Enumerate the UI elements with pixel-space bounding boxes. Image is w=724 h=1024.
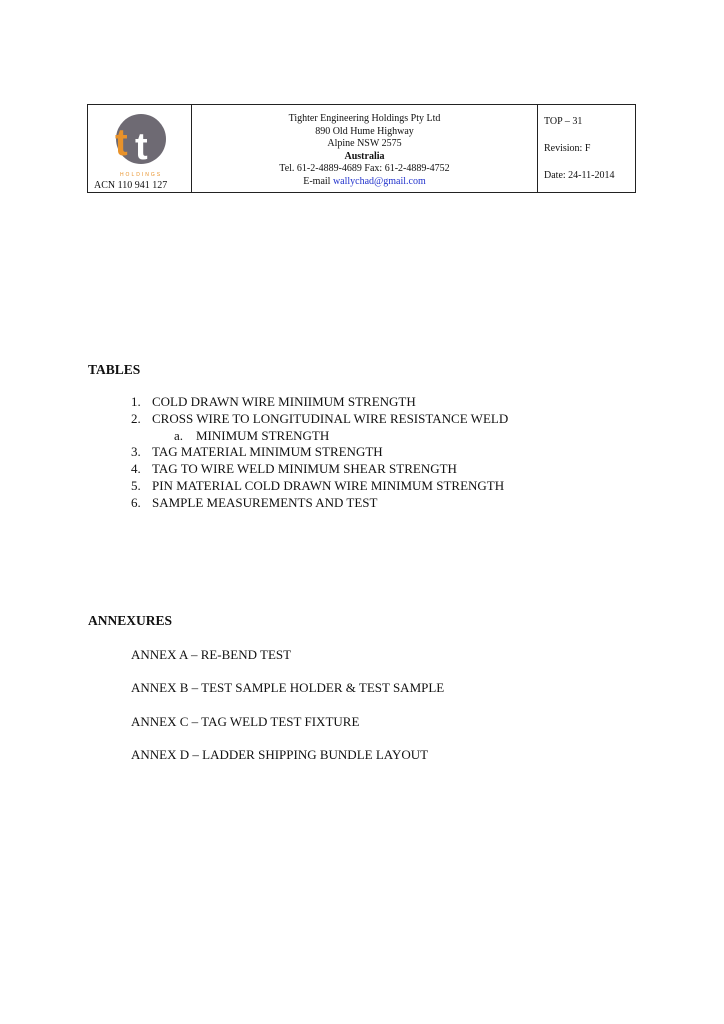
- acn-number: ACN 110 941 127: [94, 180, 168, 191]
- annex-item-c: ANNEX C – TAG WELD TEST FIXTURE: [131, 714, 360, 729]
- list-item: 3. TAG MATERIAL MINIMUM STRENGTH: [131, 444, 383, 460]
- email-label: E-mail: [303, 175, 333, 187]
- tables-heading: TABLES: [88, 362, 141, 377]
- annex-item-d: ANNEX D – LADDER SHIPPING BUNDLE LAYOUT: [131, 747, 429, 762]
- company-email-line: [192, 176, 537, 189]
- list-item: 6. SAMPLE MEASUREMENTS AND TEST: [131, 494, 378, 510]
- company-logo: [113, 113, 169, 177]
- logo-cell: [88, 105, 192, 192]
- company-phone: Tel. 61-2-4889-4689 Fax: 61-2-4889-4752: [279, 163, 450, 175]
- company-country: Australia: [344, 150, 385, 162]
- list-subitem: a. MINIMUM STRENGTH: [174, 427, 330, 443]
- company-street: 890 Old Hume Highway: [315, 125, 414, 137]
- annex-item-a: ANNEX A – RE-BEND TEST: [131, 647, 292, 662]
- svg-text:t: t: [135, 126, 148, 168]
- list-item: 1. COLD DRAWN WIRE MINIIMUM STRENGTH: [131, 394, 416, 409]
- annex-item-b: ANNEX B – TEST SAMPLE HOLDER & TEST SAMPLE: [131, 680, 445, 695]
- company-address-cell: [192, 105, 538, 192]
- document-code: TOP – 31: [544, 116, 583, 127]
- document-revision: Revision: F: [544, 143, 591, 154]
- company-name: Tighter Engineering Holdings Pty Ltd: [288, 113, 441, 124]
- list-item: 5. PIN MATERIAL COLD DRAWN WIRE MINIMUM STRENGTH: [131, 477, 505, 493]
- company-town: Alpine NSW 2575: [327, 138, 402, 150]
- tables-list: [131, 394, 508, 512]
- svg-text:HOLDINGS: HOLDINGS: [119, 172, 163, 177]
- list-item: 4. TAG TO WIRE WELD MINIMUM SHEAR STRENGTH: [131, 461, 457, 477]
- annexures-heading: ANNEXURES: [88, 613, 173, 628]
- document-info-cell: [538, 105, 635, 192]
- list-item: 2. CROSS WIRE TO LONGITUDINAL WIRE RESISTANCE WELD: [131, 410, 509, 426]
- document-date: Date: 24-11-2014: [544, 170, 615, 181]
- email-link[interactable]: wallychad@gmail.com: [332, 175, 426, 187]
- svg-text:t: t: [115, 122, 128, 164]
- document-header: [87, 104, 636, 193]
